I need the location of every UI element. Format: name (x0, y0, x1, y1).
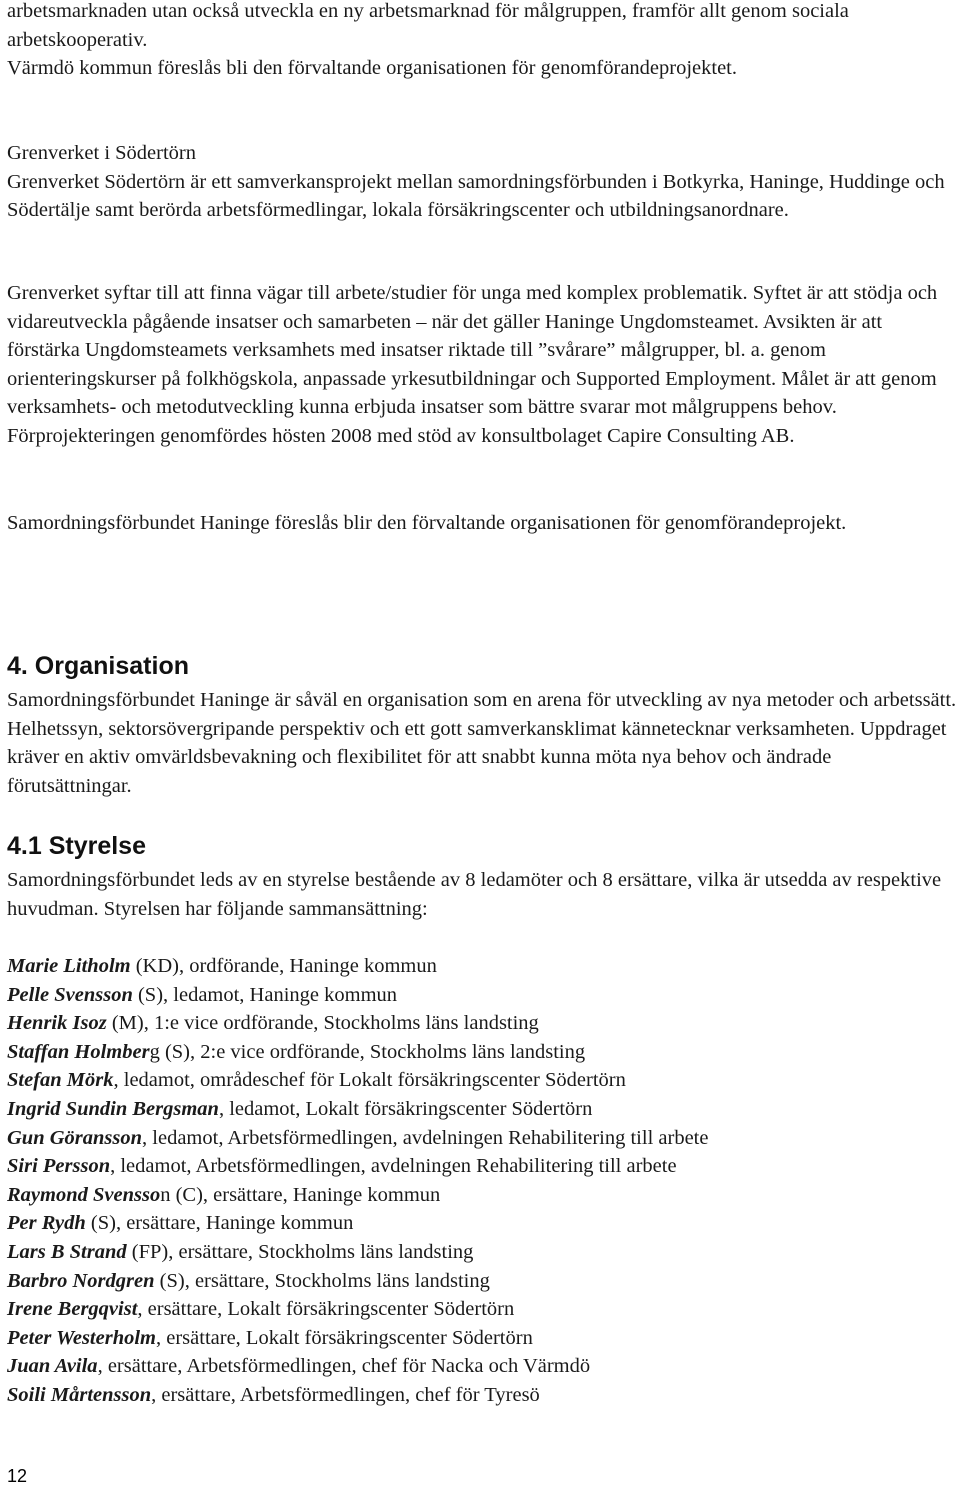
member-details: , ledamot, Arbetsförmedlingen, avdelningen Rehabilitering till arbete (142, 1126, 709, 1149)
member-details: g (S), 2:e vice ordförande, Stockholms läns landsting (149, 1040, 586, 1063)
board-member (7, 1267, 957, 1296)
member-name: Henrik Isoz (7, 1012, 107, 1035)
member-name: Irene Bergqvist (7, 1298, 138, 1321)
board-member-list (7, 952, 957, 1410)
board-member (7, 1095, 957, 1124)
member-name: Staffan Holmber (7, 1040, 150, 1063)
grenverket-section (7, 139, 957, 225)
grenverket-paragraph-3: Samordningsförbundet Haninge föreslås blir den förvaltande organisationen för genomförandeprojekt. (7, 512, 847, 534)
member-name: Stefan Mörk (7, 1069, 114, 1092)
member-details: (S), ersättare, Stockholms läns landsting (154, 1269, 490, 1292)
board-member (7, 981, 957, 1010)
section-heading-styrelse: 4.1 Styrelse (7, 832, 146, 860)
member-details: (KD), ordförande, Haninge kommun (130, 955, 437, 977)
member-name: Lars B Strand (7, 1240, 127, 1263)
member-name: Barbro Nordgren (7, 1269, 155, 1292)
member-name: Ingrid Sundin Bergsman (7, 1097, 219, 1120)
board-member (7, 1009, 957, 1038)
board-member (7, 1295, 957, 1324)
member-name: Gun Göransson (7, 1126, 143, 1149)
board-member (7, 1324, 957, 1353)
member-details: , ersättare, Arbetsförmedlingen, chef för Tyresö (151, 1383, 540, 1406)
member-details: (S), ledamot, Haninge kommun (132, 983, 398, 1006)
member-details: , ledamot, Arbetsförmedlingen, avdelningen Rehabilitering till arbete (110, 1155, 677, 1178)
board-member (7, 1038, 957, 1067)
board-member (7, 952, 957, 981)
member-details: , ersättare, Arbetsförmedlingen, chef för Nacka och Värmdö (97, 1355, 591, 1378)
grenverket-heading: Grenverket i Södertörn (7, 142, 196, 164)
member-name: Marie Litholm (7, 955, 131, 977)
grenverket-paragraph-2: Grenverket syftar till att finna vägar till arbete/studier för unga med komplex problematik. Syftet är att stödja och vidareutveckla pågående insatser och samarbeten – när det gäller Haninge Ungdomsteamet. Avsikten är att förstärka Ungdomsteamets verksamhets med insatser riktade till ”svårare” målgrupper, bl. a. genom orienteringskurser på folkhögskola, anpassade yrkesutbildningar och Supported Employment. Målet är att genom verksamhets- och metodutveckling kunna erbjuda insatser som bättre svarar mot målgruppens behov. Förprojekteringen genomfördes hösten 2008 med stöd av konsultbolaget Capire Consulting AB. (7, 282, 938, 447)
board-member (7, 1352, 957, 1381)
organisation-paragraph: Samordningsförbundet Haninge är såväl en organisation som en arena för utveckling av nya metoder och arbetssätt. Helhetssyn, sektorsövergripande perspektiv och ett gott samverkansklimat kännetecknar verksamheten. Uppdraget kräver en aktiv omvärldsbevakning och flexibilitet för att snabbt kunna möta nya behov och ändrade förutsättningar. (7, 689, 957, 797)
member-details: (M), 1:e vice ordförande, Stockholms läns landsting (106, 1012, 539, 1035)
member-details: , ledamot, områdeschef för Lokalt försäkringscenter Södertörn (113, 1069, 626, 1092)
member-details: , ersättare, Lokalt försäkringscenter Södertörn (137, 1298, 515, 1321)
member-name: Per Rydh (7, 1212, 86, 1235)
board-member (7, 1209, 957, 1238)
intro-paragraph-2: Värmdö kommun föreslås bli den förvaltande organisationen för genomförandeprojektet. (7, 57, 738, 79)
board-member (7, 1152, 957, 1181)
board-member (7, 1381, 957, 1410)
member-details: n (C), ersättare, Haninge kommun (160, 1183, 441, 1206)
page-number: 12 (7, 1466, 28, 1486)
board-member (7, 1066, 957, 1095)
member-name: Raymond Svensso (7, 1183, 161, 1206)
section-heading-organisation: 4. Organisation (7, 652, 189, 680)
member-details: (S), ersättare, Haninge kommun (85, 1212, 354, 1235)
member-details: , ledamot, Lokalt försäkringscenter Södertörn (218, 1097, 593, 1120)
member-name: Pelle Svensson (7, 983, 133, 1006)
board-member (7, 1124, 957, 1153)
member-name: Peter Westerholm (7, 1326, 156, 1349)
grenverket-paragraph-1: Grenverket Södertörn är ett samverkansprojekt mellan samordningsförbunden i Botkyrka, Haninge, Huddinge och Södertälje samt berörda arbetsförmedlingar, lokala försäkringscenter och utbildningsanordnare. (7, 170, 945, 222)
member-name: Siri Persson (7, 1155, 111, 1178)
board-member (7, 1238, 957, 1267)
member-name: Juan Avila (7, 1355, 98, 1378)
member-name: Soili Mårtensson (7, 1383, 152, 1406)
styrelse-paragraph: Samordningsförbundet leds av en styrelse bestående av 8 ledamöter och 8 ersättare, vilka är utsedda av respektive huvudman. Styrelsen har följande sammansättning: (7, 869, 942, 920)
board-member (7, 1181, 957, 1210)
member-details: (FP), ersättare, Stockholms läns landsting (126, 1240, 474, 1263)
intro-paragraph-1: arbetsmarknaden utan också utveckla en ny arbetsmarknad för målgruppen, framför allt genom sociala arbetskooperativ. (7, 0, 849, 51)
member-details: , ersättare, Lokalt försäkringscenter Södertörn (156, 1326, 533, 1349)
